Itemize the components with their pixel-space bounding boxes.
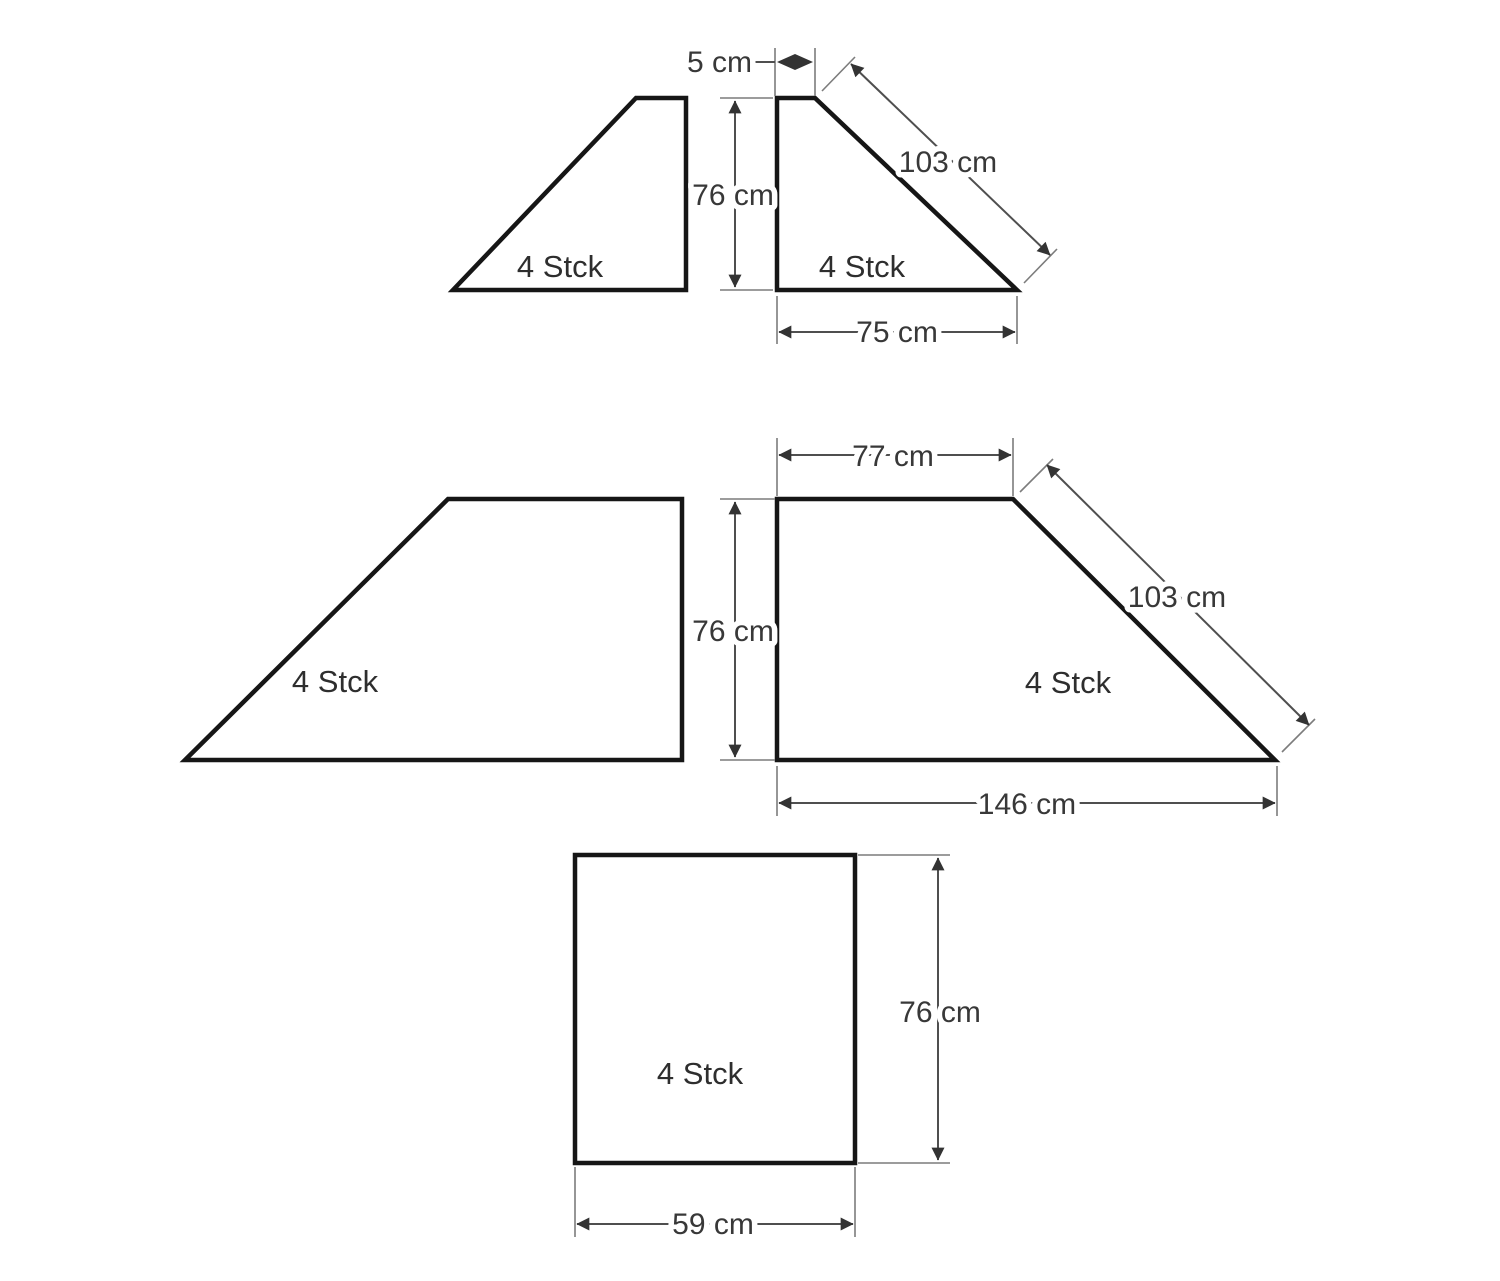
- dimension-label: 76 cm: [692, 615, 774, 648]
- dimension-small-trapezoid-top-width: [687, 46, 815, 96]
- piece-quantity-label: 4 Stck: [1024, 665, 1112, 700]
- double-arrow-icon: [777, 54, 813, 70]
- dimension-label: 103 cm: [1127, 581, 1227, 614]
- piece-quantity-label: 4 Stck: [656, 1056, 744, 1091]
- dimension-label: 59 cm: [672, 1208, 754, 1241]
- small-trapezoid-piece: [777, 98, 1017, 290]
- dimension-label: 5 cm: [686, 46, 752, 79]
- dimension-rectangle-width: [575, 1167, 855, 1241]
- piece-quantity-label: 4 Stck: [818, 249, 906, 284]
- large-trapezoid-piece: [777, 499, 1275, 760]
- rectangle-piece: [575, 855, 855, 1163]
- extension-line: [1020, 459, 1053, 492]
- dimension-label: 77 cm: [852, 440, 934, 473]
- dimension-large-trapezoid-top-width: [777, 438, 1013, 496]
- piece-outline: [575, 855, 855, 1163]
- piece-quantity-label: 4 Stck: [291, 664, 379, 699]
- piece-quantity-label: 4 Stck: [516, 249, 604, 284]
- dimension-label: 76 cm: [692, 179, 774, 212]
- extension-line: [1282, 719, 1315, 752]
- piece-outline: [777, 499, 1275, 760]
- piece-outline: [185, 499, 682, 760]
- dimension-rectangle-height: [858, 855, 981, 1163]
- small-trapezoid-mirrored-piece: [453, 98, 686, 290]
- dimension-label: 146 cm: [977, 788, 1077, 821]
- extension-line: [822, 57, 855, 91]
- dimension-small-trapezoid-bottom-width: [777, 296, 1017, 349]
- extension-line: [1024, 249, 1057, 283]
- dimension-label: 75 cm: [856, 316, 938, 349]
- dimension-small-trapezoid-height: [692, 98, 774, 290]
- large-trapezoid-mirrored-piece: [185, 499, 682, 760]
- dimension-large-trapezoid-height: [692, 499, 775, 760]
- dimension-large-trapezoid-bottom-width: [777, 766, 1277, 821]
- dimension-label: 76 cm: [899, 996, 981, 1029]
- dimension-label: 103 cm: [898, 146, 998, 179]
